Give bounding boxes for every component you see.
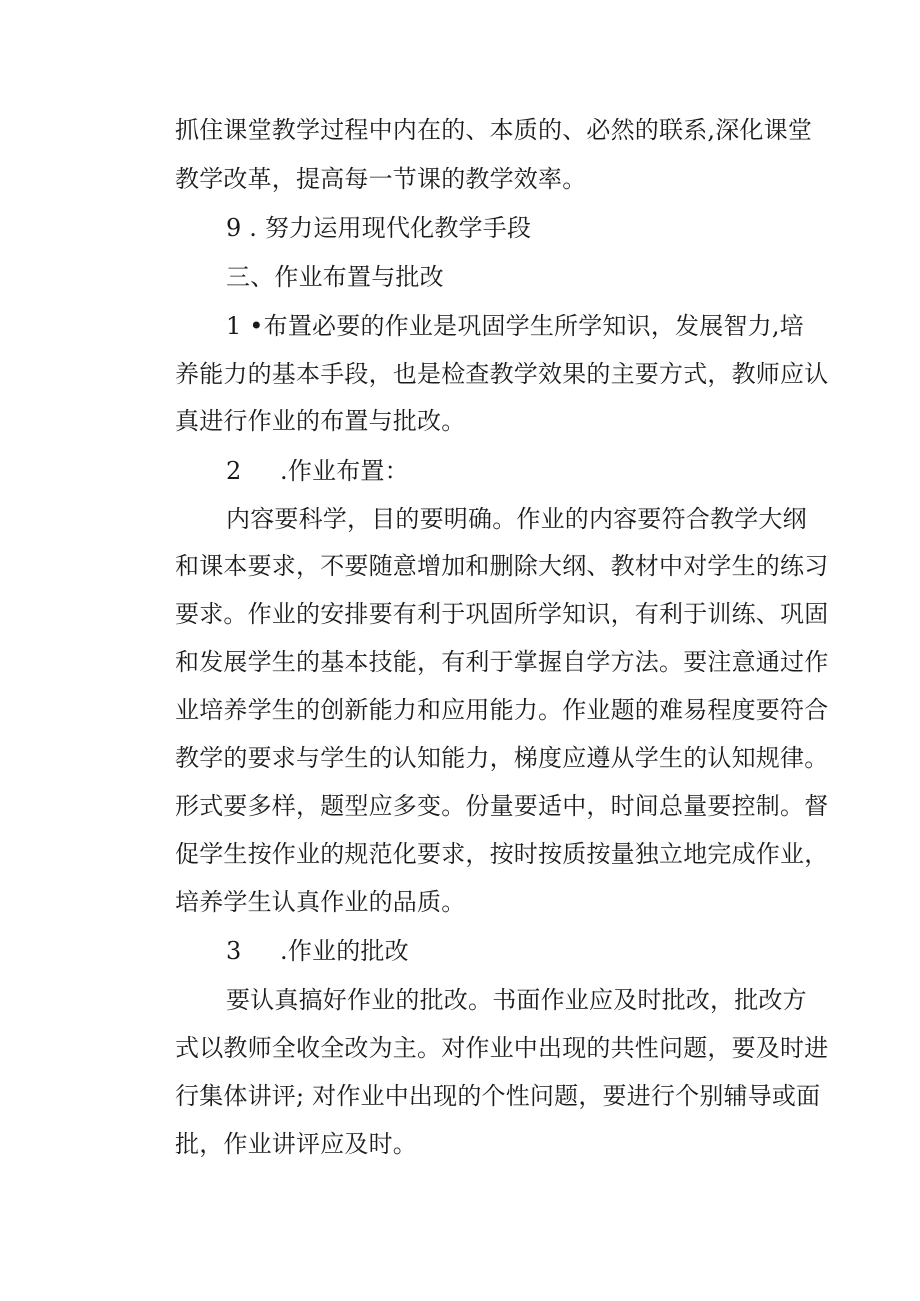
section-item-9: 9 . 努力运用现代化教学手段: [226, 214, 532, 242]
paragraph-line: 内容要科学，目的要明确。作业的内容要符合教学大纲: [226, 505, 807, 533]
subheading-homework-grading: [226, 935, 806, 967]
paragraph-line: 要认真搞好作业的批改。书面作业应及时批改，批改方: [226, 986, 807, 1014]
paragraph-line: 形式要多样，题型应多变。份量要适中，时间总量要控制。督: [175, 792, 829, 820]
paragraph-line: 业培养学生的创新能力和应用能力。作业题的难易程度要符合: [175, 696, 829, 724]
paragraph-line: 教学的要求与学生的认知能力，梯度应遵从学生的认知规律。: [175, 744, 829, 772]
paragraph-line: 和发展学生的基本技能，有利于掌握自学方法。要注意通过作: [175, 648, 829, 676]
paragraph-line: 要求。作业的安排要有利于巩固所学知识，有利于训练、巩固: [175, 600, 829, 628]
subheading-text: .作业布置：: [280, 457, 409, 485]
subheading-homework-assignment: [226, 455, 806, 487]
subheading-text: .作业的批改: [280, 937, 409, 965]
section-heading-3: 三、作业布置与批改: [226, 263, 444, 291]
paragraph-line: 养能力的基本手段，也是检查教学效果的主要方式，教师应认: [175, 360, 829, 388]
paragraph-line: 1 •布置必要的作业是巩固学生所学知识，发展智力,培: [226, 312, 804, 340]
paragraph-line: 促学生按作业的规范化要求，按时按质按量独立地完成作业，: [175, 840, 829, 868]
paragraph-line: 式以教师全收全改为主。对作业中出现的共性问题，要及时进: [175, 1034, 829, 1062]
paragraph-line: 和课本要求，不要随意增加和删除大纲、教材中对学生的练习: [175, 552, 829, 580]
paragraph-line: 培养学生认真作业的品质。: [175, 888, 466, 916]
paragraph-line: 批，作业讲评应及时。: [175, 1130, 417, 1158]
item-number: 3: [226, 937, 242, 965]
paragraph-line: 抓住课堂教学过程中内在的、本质的、必然的联系,深化课堂: [175, 116, 813, 144]
item-number: 2: [226, 457, 242, 485]
paragraph-line: 行集体讲评; 对作业中出现的个性问题，要进行个别辅导或面: [175, 1082, 821, 1110]
paragraph-line: 真进行作业的布置与批改。: [175, 407, 466, 435]
paragraph-line: 教学改革，提高每一节课的教学效率。: [175, 165, 587, 193]
